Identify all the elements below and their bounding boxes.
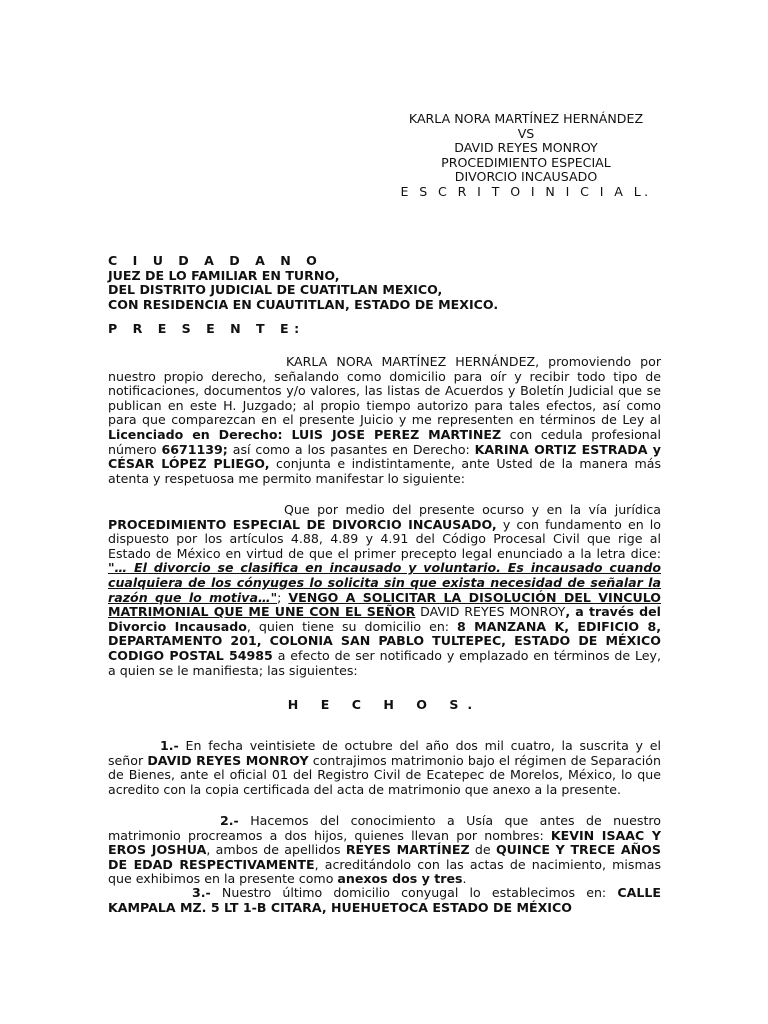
- petition-paragraph: [108, 503, 661, 678]
- fact-1: [108, 739, 661, 797]
- petition-request: VENGO A SOLICITAR LA DISOLUCIÓN DEL VINCULO MATRIMONIAL QUE ME UNE CON EL SEÑOR: [108, 589, 661, 620]
- petition-text: ;: [277, 589, 289, 605]
- fact-2: [108, 814, 661, 887]
- fact-number: 1.-: [160, 738, 179, 753]
- fact-text: de: [469, 842, 496, 858]
- fact-text: contrajimos matrimonio bajo el régimen de Separación de Bienes, ante el oficial 01 del Registro Civil de Ecatepec de Morelos, México, lo que acredito con la copia certificada del acta de matrimonio que anexo a la presente.: [108, 752, 661, 797]
- petition-text: a efecto de ser notificado y emplazado en términos de Ley, a quien se le manifiesta; las siguientes:: [108, 647, 661, 678]
- fact-3: [108, 886, 661, 915]
- defendant-address: 8 MANZANA K, EDIFICIO 8, DEPARTAMENTO 201, COLONIA SAN PABLO TULTEPEC, ESTADO DE MÉXICO CODIGO POSTAL 54985: [108, 618, 661, 663]
- spouse-name: DAVID REYES MONROY: [147, 752, 309, 768]
- intro-text: , promoviendo por nuestro propio derecho, señalando como domicilio para oír y recibir todo tipo de notificaciones, documentos y/o valores, las listas de Acuerdos y Boletín Judicial que se publican en este H. Juzgado; al propio tiempo autorizo para tales efectos, así como para que comparezcan en el presente Juicio y me representen en términos de Ley al: [108, 354, 661, 428]
- attorney-name: Licenciado en Derecho: LUIS JOSE PEREZ MARTINEZ: [108, 426, 502, 442]
- writ-type: E S C R I T O I N I C I A L.: [400, 183, 652, 199]
- case-matter: DIVORCIO INCAUSADO: [454, 169, 598, 185]
- hechos-heading: H E C H O S.: [287, 697, 482, 712]
- addressee-line-1: JUEZ DE LO FAMILIAR EN TURNO,: [108, 267, 340, 283]
- intro-paragraph: [108, 355, 661, 486]
- fact-text: En fecha veintisiete de octubre del año dos mil cuatro, la suscrita y el señor: [108, 738, 661, 768]
- fact-text: Hacemos del conocimiento a Usía que antes de nuestro matrimonio procreamos a dos hijos, quienes llevan por nombres:: [108, 813, 661, 843]
- children-names: KEVIN ISAAC Y EROS JOSHUA: [108, 827, 661, 858]
- versus-label: VS: [517, 125, 535, 141]
- addressee-line-3: CON RESIDENCIA EN CUAUTITLAN, ESTADO DE MEXICO.: [108, 296, 499, 312]
- petition-text: , quien tiene su domicilio en:: [246, 618, 458, 634]
- procedure-name: PROCEDIMIENTO ESPECIAL DE DIVORCIO INCAUSADO,: [108, 516, 497, 532]
- annexes: anexos dos y tres: [337, 871, 463, 887]
- petition-method: , a través del Divorcio Incausado: [108, 604, 661, 634]
- fact-text: Nuestro último domicilio conyugal lo establecimos en:: [210, 885, 618, 900]
- paralegal-names: KARINA ORTIZ ESTRADA y CÉSAR LÓPEZ PLIEGO,: [108, 441, 661, 472]
- fact-text: , acreditándolo con las actas de nacimiento, mismas que exhibimos en la presente como: [108, 856, 662, 887]
- case-caption: [390, 112, 662, 200]
- intro-text: conjunta e indistintamente, ante Usted de la manera más atenta y respetuosa me permito manifestar lo siguiente:: [108, 456, 662, 486]
- license-number: 6671139;: [161, 441, 228, 457]
- fact-text: .: [462, 871, 467, 887]
- legal-quote: "… El divorcio se clasifica en incausado y voluntario. Es incausado cuando cualquiera de los cónyuges lo solicita sin que exista necesidad de señalar la razón que lo motiva…": [108, 560, 661, 605]
- fact-number: 2.-: [220, 813, 239, 828]
- petition-text: Que por medio del presente ocurso y en la vía jurídica: [284, 502, 661, 517]
- marital-address: CALLE KAMPALA MZ. 5 LT 1-B CITARA, HUEHUETOCA ESTADO DE MÉXICO: [108, 885, 661, 915]
- petition-text: y con fundamento en lo dispuesto por los artículos 4.88, 4.89 y 4.91 del Código Procesal Civil que rige al Estado de México en virtud de que el primer precepto legal enunciado a la letra dice:: [108, 516, 661, 561]
- procedure-type: PROCEDIMIENTO ESPECIAL: [441, 154, 611, 170]
- fact-text: , ambos de apellidos: [206, 842, 346, 858]
- children-ages: QUINCE Y TRECE AÑOS DE EDAD RESPECTIVAMENTE: [108, 842, 661, 872]
- actor-name: KARLA NORA MARTÍNEZ HERNÁNDEZ: [408, 111, 644, 126]
- court-addressee: [108, 254, 498, 312]
- intro-text: con cedula profesional número: [108, 426, 661, 457]
- intro-text: KARLA NORA MARTÍNEZ HERNÁNDEZ: [286, 354, 536, 369]
- intro-text: así como a los pasantes en Derecho:: [227, 441, 475, 457]
- defendant-name: DAVID REYES MONROY: [454, 140, 598, 156]
- defendant-mention: DAVID REYES MONROY: [415, 604, 566, 620]
- fact-number: 3.-: [192, 885, 211, 900]
- presente-heading: P R E S E N T E:: [108, 321, 305, 336]
- addressee-line-2: DEL DISTRITO JUDICIAL DE CUATITLAN MEXICO,: [108, 282, 443, 298]
- addressee-title: C I U D A D A N O: [108, 253, 323, 268]
- children-surname: REYES MARTÍNEZ: [345, 842, 470, 858]
